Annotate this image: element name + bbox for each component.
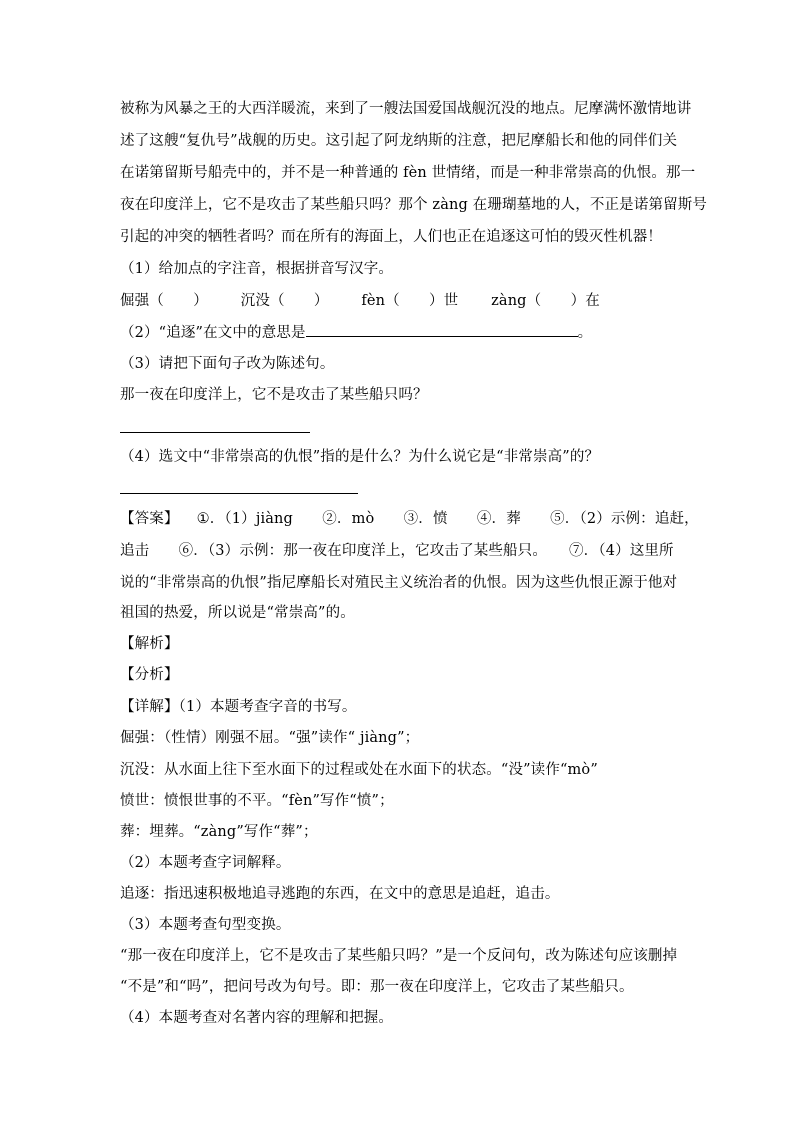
answer-line-4: 祖国的热爱，所以说是“常崇高”的。	[120, 605, 355, 621]
question-1: （1）给加点的字注音，根据拼音写汉字。	[120, 261, 394, 277]
q1-item-4: zàng（ ）在	[491, 293, 600, 309]
analysis-line-1: 倔强：（性情）刚强不屈。“强”读作“ jiàng”；	[120, 730, 420, 746]
detail-heading: 【详解】（1）本题考查字音的书写。	[120, 699, 357, 715]
analysis-line-8: “那一夜在印度洋上，它不是攻击了某些船只吗？”是一个反问句，改为陈述句应该删掉	[120, 948, 678, 964]
answer-line-3: 说的“非常崇高的仇恨”指尼摩船长对殖民主义统治者的仇恨。因为这些仇恨正源于他对	[120, 575, 678, 591]
analysis-line-4: 葬：埋葬。“zàng”写作“葬”；	[120, 824, 318, 840]
q1-item-2: 沉没（ ）	[240, 293, 329, 309]
analysis-line-9: “不是”和“吗”，把问号改为句号。即：那一夜在印度洋上，它攻击了某些船只。	[120, 979, 634, 995]
answer-line-1	[120, 509, 699, 529]
question-1-items	[120, 291, 600, 311]
q2-text: （2）“追逐”在文中的意思是	[120, 325, 306, 341]
analysis-line-5: （2）本题考查字词解释。	[120, 855, 291, 871]
analysis-heading: 【解析】	[120, 636, 179, 652]
analysis-line-2: 沉没：从水面上往下至水面下的过程或处在水面下的状态。“没”读作“mò”	[120, 762, 598, 778]
passage-line-5: 引起的冲突的牺牲者吗？而在所有的海面上，人们也正在追逐这可怕的毁灭性机器！	[120, 229, 663, 245]
passage-line-4: 夜在印度洋上，它不是攻击了某些船只吗？那个 zàng 在珊瑚墓地的人，不正是诺第留斯号	[120, 197, 708, 213]
question-4: （4）选文中“非常崇高的仇恨”指的是什么？为什么说它是“非常崇高”的？	[120, 449, 600, 465]
passage-line-3: 在诺第留斯号船壳中的，并不是一种普通的 fèn 世情绪，而是一种非常崇高的仇恨。那一	[120, 165, 696, 181]
q2-answer-blank	[306, 322, 578, 337]
q1-item-3: fèn（ ）世	[361, 293, 459, 309]
question-3: （3）请把下面句子改为陈述句。	[120, 356, 335, 372]
answer-line-2: 追击 ⑥．（3）示例：那一夜在印度洋上，它攻击了某些船只。 ⑦．（4）这里所	[120, 543, 674, 559]
analysis-line-10: （4）本题考查对名著内容的理解和把握。	[120, 1010, 394, 1026]
passage-line-1: 被称为风暴之王的大西洋暖流，来到了一艘法国爱国战舰沉没的地点。尼摩满怀激情地讲	[120, 101, 692, 117]
q4-answer-line	[120, 493, 358, 494]
q3-answer-line	[120, 432, 310, 433]
q1-item-1: 倔强（ ）	[120, 293, 208, 309]
analysis-line-3: 愤世：愤恨世事的不平。“fèn”写作“愤”；	[120, 793, 394, 809]
answer-text-1: ①．（1）jiàng ②．mò ③．愤 ④．葬 ⑤．（2）示例：追赶，	[196, 511, 699, 527]
question-3-sentence: 那一夜在印度洋上，它不是攻击了某些船只吗？	[120, 387, 428, 403]
analysis-line-6: 追逐：指迅速积极地追寻逃跑的东西，在文中的意思是追赶，追击。	[120, 886, 560, 902]
question-2	[120, 322, 592, 343]
q2-end: 。	[577, 325, 593, 341]
passage-line-2: 述了这艘“复仇号”战舰的历史。这引起了阿龙纳斯的注意，把尼摩船长和他的同伴们关	[120, 133, 678, 149]
analysis-line-7: （3）本题考查句型变换。	[120, 917, 291, 933]
fenxi-heading: 【分析】	[120, 667, 179, 683]
answer-label: 【答案】	[120, 511, 179, 527]
